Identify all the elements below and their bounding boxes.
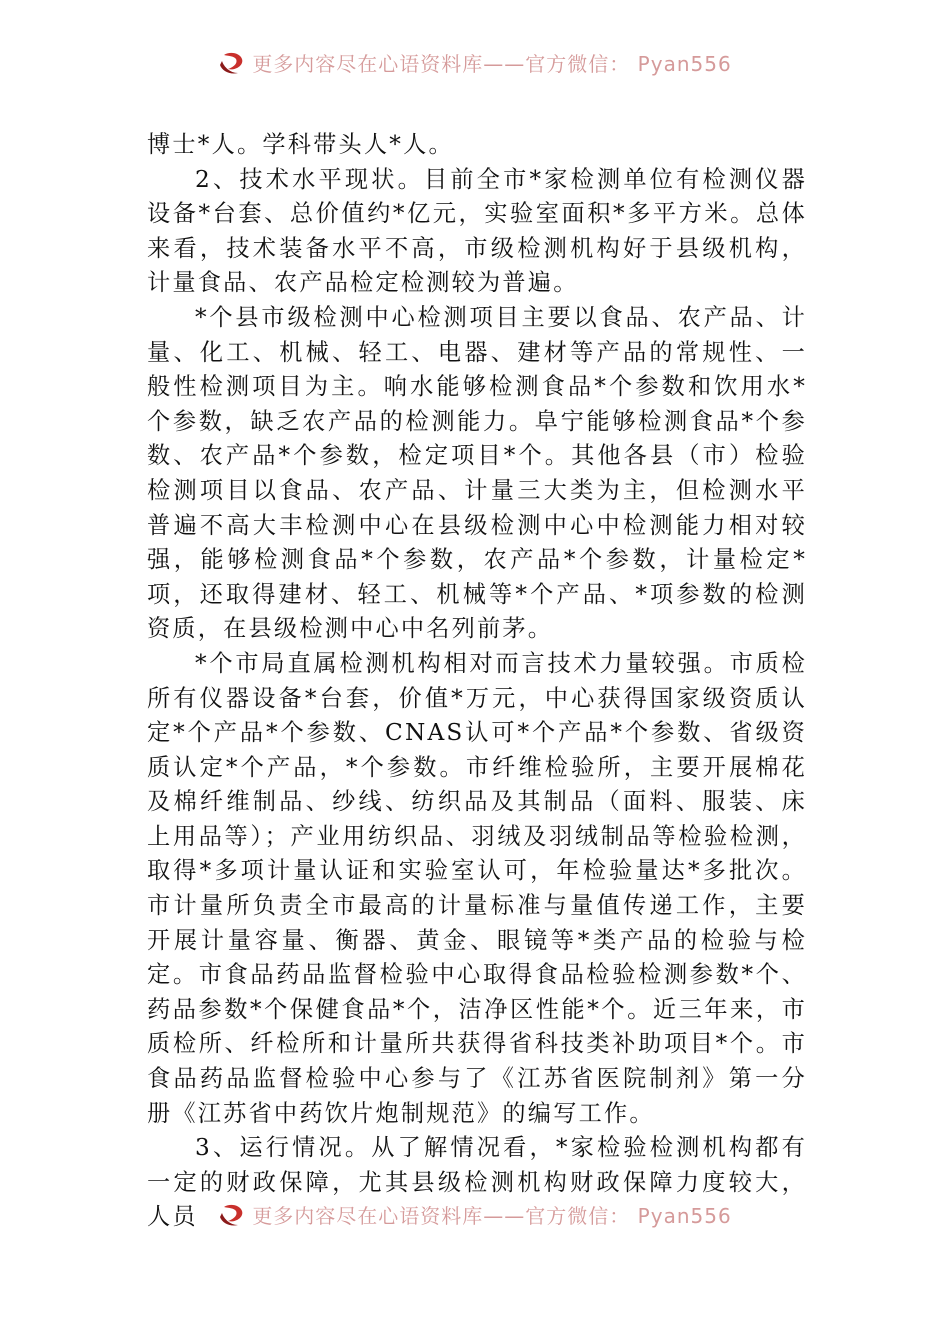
watermark-text: 更多内容尽在心语资料库——官方微信： Pyan556 (252, 1204, 732, 1228)
watermark-text: 更多内容尽在心语资料库——官方微信： Pyan556 (252, 52, 732, 76)
paragraph-3: *个县市级检测中心检测项目主要以食品、农产品、计量、化工、机械、轻工、电器、建材等产品的常规性、一般性检测项目为主。响水能够检测食品*个参数和饮用水*个参数，缺乏农产品的检测能力。阜宁能够检测食品*个参数、农产品*个参数，检定项目*个。其他各县（市）检验检测项目以食品、农产品、计量三大类为主，但检测水平普遍不高大丰检测中心在县级检测中心中检测能力相对较强，能够检测食品*个参数，农产品*个参数，计量检定*项，还取得建材、轻工、机械等*个产品、*项参数的检测资质，在县级检测中心中名列前茅。 (147, 303, 807, 643)
watermark-footer (0, 1204, 950, 1236)
watermark-header (0, 52, 950, 84)
paragraph-2: 2、技术水平现状。目前全市*家检测单位有检测仪器设备*台套、总价值约*亿元，实验室面积*多平方米。总体来看，技术装备水平不高，市级检测机构好于县级机构，计量食品、农产品检定检测较为普遍。 (147, 165, 807, 297)
watermark-logo-icon (218, 52, 248, 75)
paragraph-5: 3、运行情况。从了解情况看，*家检验检测机构都有一定的财政保障，尤其县级检测机构财政保障力度较大，人员 (147, 1134, 807, 1231)
paragraph-1: 博士*人。学科带头人*人。 (147, 131, 454, 158)
paragraph-4: *个市局直属检测机构相对而言技术力量较强。市质检所有仪器设备*台套，价值*万元，中心获得国家级资质认定*个产品*个参数、CNAS认可*个产品*个参数、省级资质认定*个产品，*个参数。市纤维检验所，主要开展棉花及棉纤维制品、纱线、纺织品及其制品（面料、服装、床上用品等）；产业用纺织品、羽绒及羽绒制品等检验检测，取得*多项计量认证和实验室认可，年检验量达*多批次。市计量所负责全市最高的计量标准与量值传递工作，主要开展计量容量、衡器、黄金、眼镜等*类产品的检验与检定。市食品药品监督检验中心取得食品检验检测参数*个、药品参数*个保健食品*个，洁净区性能*个。近三年来，市质检所、纤检所和计量所共获得省科技类补助项目*个。市食品药品监督检验中心参与了《江苏省医院制剂》第一分册《江苏省中药饮片炮制规范》的编写工作。 (147, 649, 807, 1127)
watermark-logo-icon (218, 1204, 248, 1227)
document-body (147, 128, 807, 1235)
